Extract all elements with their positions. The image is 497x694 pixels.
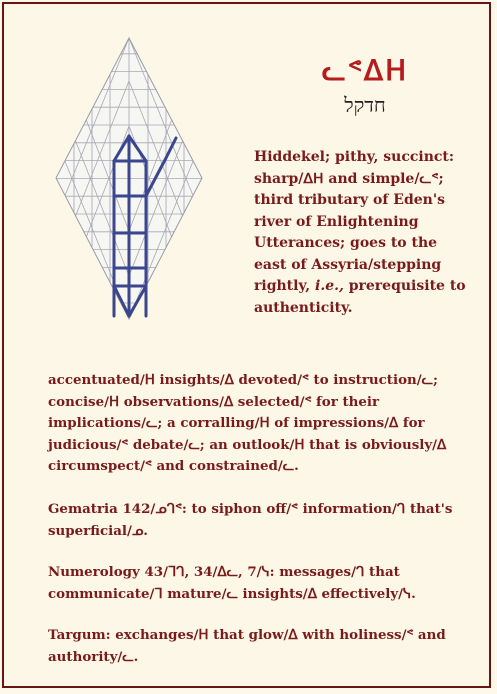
glyph-diagram — [54, 36, 204, 321]
runic-title: ᓚᕝᐃᕼ — [321, 54, 409, 87]
gematria-paragraph: Gematria 142/ᓄᒉᕝ: to siphon off/ᕝ information/ᒉ that's superficial/ᓄ. — [48, 501, 453, 539]
numerology-paragraph: Numerology 43/ᒣᒉ, 34/ᐃᓚ, 7/ᓭ: messages/ᒉ that communicate/ᒣ mature/ᓚ insights/ᐃ effectively/ᓭ. — [48, 564, 416, 602]
word-card — [2, 2, 491, 688]
definition-text — [254, 147, 469, 319]
definition-tail: prerequisite to authenticity. — [254, 278, 466, 316]
definition-body: Hiddekel; pithy, succinct: sharp/ᐃᕼ and simple/ᓚᕝ; third tributary of Eden's river of Enlightening Utterances; goes to the east of Assyria/stepping rightly, — [254, 149, 455, 294]
expansion-paragraph: accentuated/ᕼ insights/ᐃ devoted/ᕝ to instruction/ᓚ; concise/ᕼ observations/ᐃ selected/ᕝ for their implications/ᓚ; a corralling/ᕼ of impressions/ᐃ for judicious/ᕝ debate/ᓚ; an outlook/ᕼ that is obviously/ᐃ circumspect/ᕝ and constrained/ᓚ. — [48, 372, 447, 474]
title-block — [300, 54, 430, 118]
definition-ie: i.e., — [315, 278, 344, 294]
hebrew-title: חדקל — [344, 93, 386, 117]
targum-paragraph: Targum: exchanges/ᕼ that glow/ᐃ with holiness/ᕝ and authority/ᓚ. — [48, 627, 446, 665]
